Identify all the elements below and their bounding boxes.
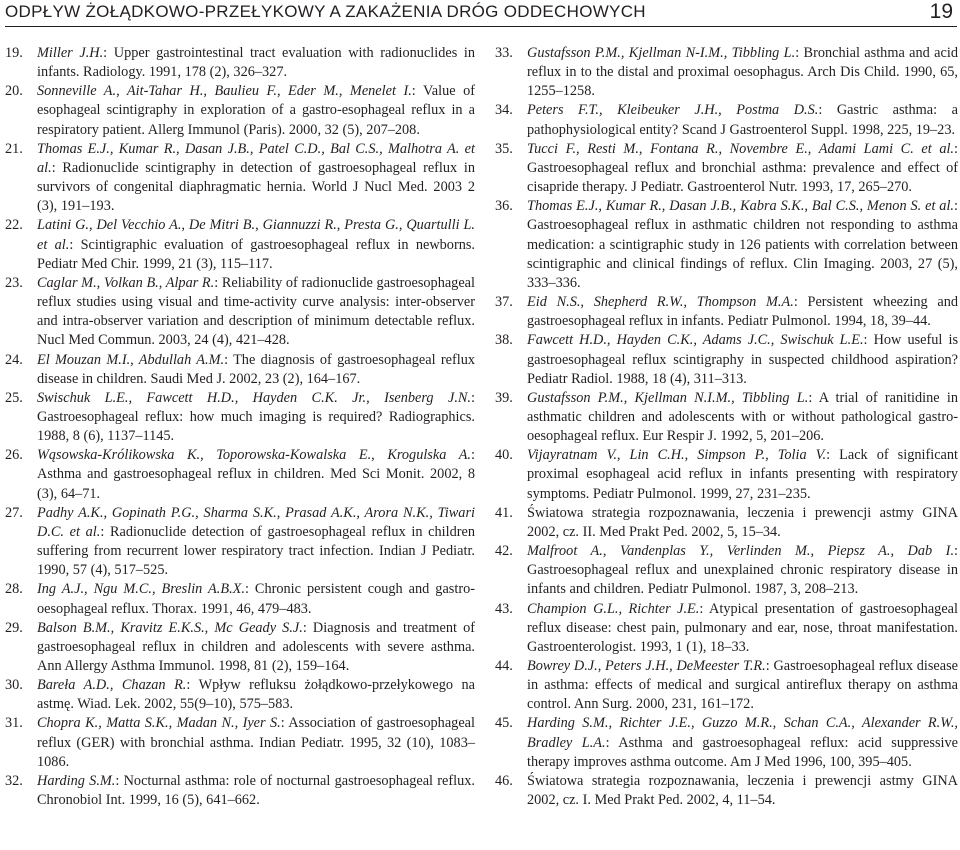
reference-citation: : The diagnosis of gastroesophageal reflux disease in children. Saudi Med J. 2002, 23 (2), 164–167. — [37, 351, 476, 387]
reference-item — [495, 600, 958, 657]
reference-number: 25. — [5, 389, 23, 406]
reference-citation: : Gastroesophageal reflux in asthmatic children not responding to asthma medication: a scintigraphic study in 126 patients with correlation between scintigraphic and clinical findings of reflux. Clin Imaging. 2003, 27 (5), 333–336. — [527, 198, 958, 291]
reference-text — [527, 197, 958, 293]
reference-citation: : Gastroesophageal reflux and unexplained chronic respiratory disease in infants and children. Pediatr Pulmonol. 1987, 3, 208–213. — [527, 543, 958, 598]
running-title: ODPŁYW ŻOŁĄDKOWO-PRZEŁYKOWY A ZAKAŻENIA DRÓG ODDECHOWYCH — [5, 2, 646, 21]
reference-item — [5, 714, 475, 771]
reference-authors: Gustafsson P.M., Kjellman N.I.M., Tibbling L. — [527, 389, 809, 406]
reference-item — [5, 216, 475, 273]
reference-number: 27. — [5, 504, 23, 521]
reference-item — [5, 504, 475, 581]
reference-item — [5, 676, 475, 714]
reference-citation: : Chronic persistent cough and gastro-oesophageal reflux. Thorax. 1991, 46, 479–483. — [37, 581, 476, 617]
reference-authors: Tucci F., Resti M., Fontana R., Novembre E., Adami Lami C. et al. — [527, 140, 955, 157]
reference-item — [5, 446, 475, 503]
reference-authors: Malfroot A., Vandenplas Y., Verlinden M., Piepsz A., Dab I. — [527, 543, 955, 560]
reference-number: 22. — [5, 217, 23, 234]
reference-citation: : Gastroesophageal reflux: how much imaging is required? Radiographics. 1988, 8 (6), 1137–1145. — [37, 389, 475, 445]
reference-number: 29. — [5, 619, 23, 636]
reference-citation: : Persistent wheezing and gastroesophageal reflux in infants. Pediatr Pulmonol. 1994, 18, 39–44. — [527, 294, 958, 330]
reference-item — [495, 772, 958, 810]
reference-number: 23. — [5, 274, 23, 291]
reference-item — [495, 714, 958, 771]
reference-authors: Caglar M., Volkan B., Alpar R. — [37, 274, 215, 291]
reference-item — [495, 331, 958, 388]
reference-item — [5, 619, 475, 676]
reference-number: 39. — [495, 389, 513, 406]
reference-citation: : Nocturnal asthma: role of nocturnal gastroesophageal reflux. Chronobiol Int. 1999, 16 (5), 641–662. — [37, 772, 475, 809]
reference-number: 30. — [5, 677, 23, 694]
reference-authors: Swischuk L.E., Fawcett H.D., Hayden C.K. Jr., Isenberg J.N. — [37, 389, 472, 406]
reference-authors: Balson B.M., Kravitz E.K.S., Mc Geady S.J. — [37, 619, 303, 636]
reference-text — [37, 44, 475, 82]
reference-number: 21. — [5, 140, 23, 157]
reference-item — [495, 389, 958, 446]
reference-text — [527, 331, 958, 388]
reference-item — [495, 657, 958, 714]
reference-authors: Bowrey D.J., Peters J.H., DeMeester T.R. — [527, 658, 766, 674]
reference-citation: Światowa strategia rozpoznawania, leczenia i prewencji astmy GINA 2002, cz. I. Med Prakt Ped. 2002, 4, 11–54. — [527, 772, 958, 809]
reference-text — [37, 772, 475, 810]
reference-number: 40. — [495, 447, 513, 464]
reference-text — [37, 446, 475, 503]
reference-authors: Chopra K., Matta S.K., Madan N., Iyer S. — [37, 715, 281, 732]
reference-number: 31. — [5, 715, 23, 732]
reference-citation: Światowa strategia rozpoznawania, leczenia i prewencji astmy GINA 2002, cz. II. Med Prakt Ped. 2002, 5, 15–34. — [527, 504, 958, 540]
reference-text — [527, 542, 958, 599]
reference-authors: Harding S.M. — [37, 772, 116, 789]
reference-number: 45. — [495, 715, 513, 732]
reference-citation: : Lack of significant proximal esophageal acid reflux in infants presenting with respiratory symptoms. Pediatr Pulmonol. 1999, 27, 231–235. — [527, 447, 959, 502]
reference-citation: : Reliability of radionuclide gastroesophageal reflux studies using visual and time-activity curve analysis: inter-observer and intra-observer variation and description of minimum detectable reflux. Nucl Med Commun. 2003, 24 (4), 421–428. — [37, 274, 475, 349]
reference-item — [495, 140, 958, 197]
reference-authors: Gustafsson P.M., Kjellman N-I.M., Tibbling L. — [527, 45, 796, 61]
reference-item — [495, 44, 958, 101]
reference-column-left — [5, 44, 475, 810]
reference-citation: : How useful is gastroesophageal reflux scintigraphy in suspected childhood aspiration? Pediatr Radiol. 1988, 18 (4), 311–313. — [527, 332, 959, 387]
reference-number: 26. — [5, 447, 23, 464]
reference-column-right — [495, 44, 958, 810]
reference-item — [495, 504, 958, 542]
reference-number: 24. — [5, 351, 23, 368]
reference-item — [5, 140, 475, 217]
reference-number: 43. — [495, 600, 513, 617]
reference-citation: : Bronchial asthma and acid reflux in to the distal and proximal oesophagus. Arch Dis Child. 1990, 65, 1255–1258. — [527, 45, 958, 100]
reference-citation: : Radionuclide scintigraphy in detection of gastroesophageal reflux in survivors of congenital diaphragmatic hernia. World J Nucl Med. 2003 2 (3), 191–193. — [37, 159, 475, 215]
reference-number: 28. — [5, 581, 23, 598]
reference-number: 20. — [5, 83, 23, 100]
reference-text — [527, 293, 958, 331]
reference-text — [527, 101, 958, 139]
reference-authors: Vijayratnam V., Lin C.H., Simpson P., Tolia V. — [527, 447, 827, 464]
page-number: 19 — [929, 0, 953, 23]
reference-number: 38. — [495, 332, 513, 349]
reference-citation: : Gastroesophageal reflux and bronchial asthma: prevalence and effect of cisapride therapy. J Pediatr. Gastroenterol Nutr. 1993, 17, 265–270. — [527, 140, 958, 196]
reference-text — [37, 389, 475, 446]
reference-text — [527, 389, 958, 446]
reference-number: 35. — [495, 140, 513, 157]
reference-text — [37, 619, 475, 676]
reference-citation: : Value of esophageal scintigraphy in exploration of a gastro-esophageal reflux in a respiratory patient. Allerg Immunol (Paris). 2000, 32 (5), 207–208. — [37, 83, 475, 138]
reference-number: 37. — [495, 294, 513, 311]
reference-authors: Fawcett H.D., Hayden C.K., Adams J.C., Swischuk L.E. — [527, 332, 864, 349]
reference-text — [37, 714, 475, 771]
reference-number: 34. — [495, 102, 513, 119]
reference-text — [527, 714, 958, 771]
running-header — [5, 0, 955, 26]
reference-item — [495, 293, 958, 331]
reference-authors: Eid N.S., Shepherd R.W., Thompson M.A. — [527, 294, 794, 311]
reference-text — [527, 44, 958, 101]
reference-number: 19. — [5, 45, 23, 61]
reference-text — [37, 216, 475, 273]
reference-item — [5, 44, 475, 82]
reference-text — [37, 676, 475, 714]
reference-text — [527, 446, 958, 503]
reference-authors: Harding S.M., Richter J.E., Guzzo M.R., Schan C.A., Alexander R.W., Bradley L.A. — [527, 715, 958, 751]
reference-number: 33. — [495, 45, 513, 61]
reference-citation: : Asthma and gastroesophageal reflux: acid suppressive therapy improves asthma outcome. Am J Med 1996, 100, 395–405. — [527, 734, 958, 770]
reference-text — [527, 772, 958, 810]
reference-authors: Ing A.J., Ngu M.C., Breslin A.B.X. — [37, 581, 245, 598]
reference-number: 36. — [495, 198, 513, 215]
reference-text — [37, 504, 475, 581]
reference-authors: El Mouzan M.I., Abdullah A.M. — [37, 351, 225, 368]
reference-item — [495, 446, 958, 503]
reference-citation: : Asthma and gastroesophageal reflux in children. Med Sci Monit. 2002, 8 (3), 64–71. — [37, 447, 475, 502]
reference-number: 44. — [495, 658, 513, 674]
reference-citation: : Scintigraphic evaluation of gastroesophageal reflux in newborns. Pediatr Med Chir. 1999, 21 (3), 115–117. — [37, 236, 475, 272]
reference-authors: Thomas E.J., Kumar R., Dasan J.B., Patel C.D., Bal C.S., Malhotra A. et al. — [37, 140, 475, 176]
reference-text — [527, 600, 958, 657]
reference-item — [5, 274, 475, 351]
reference-authors: Bareła A.D., Chazan R. — [37, 677, 187, 694]
reference-citation: : A trial of ranitidine in asthmatic children and adolescents with or without pathological gastro-oesophageal reflux. Eur Respir J. 1992, 5, 201–206. — [527, 389, 958, 445]
reference-text — [527, 504, 958, 542]
reference-text — [37, 82, 475, 139]
reference-number: 41. — [495, 504, 513, 521]
reference-item — [5, 82, 475, 139]
reference-citation: : Radionuclide detection of gastroesophageal reflux in children suffering from recurrent lower respiratory tract infection. Indian J Pediatr. 1990, 57 (4), 517–525. — [37, 523, 475, 579]
reference-authors: Wąsowska-Królikowska K., Toporowska-Kowalska E., Krogulska A. — [37, 447, 472, 464]
reference-item — [495, 542, 958, 599]
reference-citation: : Wpływ refluksu żołądkowo-przełykowego na astmę. Wiad. Lek. 2002, 55(9–10), 575–583. — [37, 677, 475, 713]
reference-authors: Champion G.L., Richter J.E. — [527, 600, 700, 617]
reference-item — [495, 101, 958, 139]
reference-number: 42. — [495, 543, 513, 560]
reference-text — [37, 274, 475, 351]
reference-item — [5, 580, 475, 618]
reference-authors: Miller J.H. — [37, 45, 104, 61]
reference-authors: Sonneville A., Ait-Tahar H., Baulieu F., Eder M., Menelet I. — [37, 83, 412, 100]
reference-text — [527, 140, 958, 197]
reference-number: 46. — [495, 772, 513, 789]
reference-number: 32. — [5, 772, 23, 789]
reference-citation: : Gastric asthma: a pathophysiological entity? Scand J Gastroenterol Suppl. 1998, 225, 19–23. — [527, 102, 958, 138]
reference-item — [5, 389, 475, 446]
reference-citation: : Gastroesophageal reflux disease in asthma: effects of medical and surgical antireflux therapy on asthma control. Ann Surg. 2000, 231, 161–172. — [527, 658, 959, 713]
reference-citation: : Atypical presentation of gastroesophageal reflux disease: chest pain, pulmonary and ear, nose, throat manifestation. Gastroenterologist. 1993, 1 (1), 18–33. — [527, 600, 958, 655]
reference-text — [37, 580, 475, 618]
reference-authors: Padhy A.K., Gopinath P.G., Sharma S.K., Prasad A.K., Arora N.K., Tiwari D.C. et al. — [37, 504, 475, 540]
reference-text — [37, 351, 475, 389]
reference-item — [5, 351, 475, 389]
reference-authors: Peters F.T., Kleibeuker J.H., Postma D.S. — [527, 102, 819, 119]
reference-citation: : Upper gastrointestinal tract evaluation with radionuclides in infants. Radiology. 1991, 178 (2), 326–327. — [37, 45, 475, 81]
reference-text — [527, 657, 958, 714]
reference-text — [37, 140, 475, 217]
reference-citation: : Diagnosis and treatment of gastroesophageal reflux in children and adolescents with severe asthma. Ann Allergy Asthma Immunol. 1998, 81 (2), 159–164. — [37, 619, 475, 674]
reference-authors: Latini G., Del Vecchio A., De Mitri B., Giannuzzi R., Presta G., Quartulli L. et al. — [37, 217, 475, 253]
header-rule — [5, 26, 957, 27]
reference-citation: : Association of gastroesophageal reflux (GER) with bronchial asthma. Indian Pediatr. 1995, 32 (10), 1083–1086. — [37, 715, 475, 770]
reference-item — [495, 197, 958, 293]
reference-authors: Thomas E.J., Kumar R., Dasan J.B., Kabra S.K., Bal C.S., Menon S. et al. — [527, 198, 955, 215]
reference-item — [5, 772, 475, 810]
